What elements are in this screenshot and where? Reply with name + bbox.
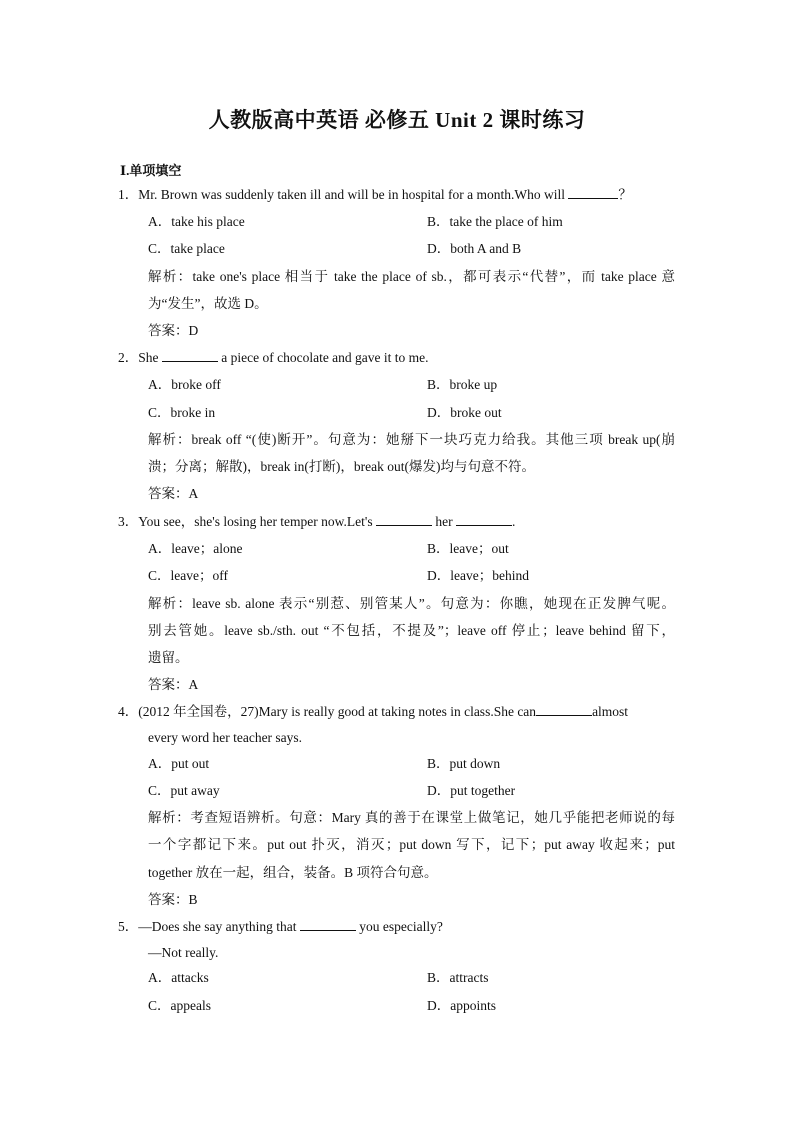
option-b: B．broke up [427, 377, 498, 392]
answer-blank [536, 703, 592, 716]
option-a: A．put out [148, 756, 210, 771]
answer-line: 答案：D [148, 323, 199, 338]
answer-blank [162, 349, 218, 362]
question-2-stem: 2．She a piece of chocolate and gave it to me. [118, 350, 429, 365]
option-c: C．appeals [148, 998, 211, 1013]
option-a: A．leave；alone [148, 541, 243, 556]
option-b: B．take the place of him [427, 214, 563, 229]
analysis-line: 解析：考查短语辨析。句意：Mary 真的善于在课堂上做笔记，她几乎能把老师说的每 [148, 810, 675, 825]
answer-blank [456, 513, 512, 526]
question-5-stem: 5．—Does she say anything that you especially? [118, 919, 443, 934]
answer-line: 答案：A [148, 677, 199, 692]
answer-blank [300, 918, 356, 931]
analysis-line: 别去管她。leave sb./sth. out “不包括，不提及”；leave off 停止；leave behind 留下， [148, 623, 675, 638]
analysis-line: 解析：take one's place 相当于 take the place of sb.，都可表示“代替”，而 take place 意 [148, 269, 675, 284]
option-c: C．take place [148, 241, 225, 256]
answer-blank [568, 186, 618, 199]
option-c: C．put away [148, 783, 220, 798]
option-a: A．broke off [148, 377, 221, 392]
question-5-reply: —Not really. [148, 945, 219, 960]
answer-blank [376, 513, 432, 526]
question-4-stem: 4．(2012 年全国卷，27)Mary is really good at taking notes in class.She can almost [118, 704, 629, 719]
answer-line: 答案：A [148, 486, 199, 501]
analysis-line: 解析：break off “(使)断开”。句意为：她掰下一块巧克力给我。其他三项 break up(崩 [148, 432, 675, 447]
option-c: C．broke in [148, 405, 216, 420]
question-3-stem: 3．You see，she's losing her temper now.Let's her . [118, 514, 516, 529]
option-c: C．leave；off [148, 568, 228, 583]
answer-line: 答案：B [148, 892, 198, 907]
question-1-stem: 1．Mr. Brown was suddenly taken ill and will be in hospital for a month.Who will ？ [118, 187, 632, 202]
page-title: 人教版高中英语 必修五 Unit 2 课时练习 [208, 108, 586, 132]
option-d: D．put together [427, 783, 516, 798]
analysis-line: 遗留。 [148, 650, 189, 665]
question-4-stem-continued: every word her teacher says. [148, 730, 303, 745]
analysis-line: 解析：leave sb. alone 表示“别惹、别管某人”。句意为：你瞧，她现在正发脾气呢。 [148, 596, 675, 611]
analysis-line: 溃；分离；解散)，break in(打断)，break out(爆发)均与句意不符。 [148, 459, 535, 474]
option-d: D．leave；behind [427, 568, 529, 583]
option-d: D．appoints [427, 998, 496, 1013]
option-d: D．broke out [427, 405, 502, 420]
option-b: B．attracts [427, 970, 489, 985]
option-a: A．attacks [148, 970, 209, 985]
section-heading: Ⅰ.单项填空 [120, 163, 182, 178]
analysis-line: 一个字都记下来。put out 扑灭，消灭；put down 写下，记下；put away 收起来；put [148, 837, 675, 852]
option-a: A．take his place [148, 214, 245, 229]
option-b: B．leave；out [427, 541, 509, 556]
analysis-line: 为“发生”，故选 D。 [148, 296, 268, 311]
analysis-line: together 放在一起，组合，装备。B 项符合句意。 [148, 865, 438, 880]
option-d: D．both A and B [427, 241, 522, 256]
option-b: B．put down [427, 756, 501, 771]
